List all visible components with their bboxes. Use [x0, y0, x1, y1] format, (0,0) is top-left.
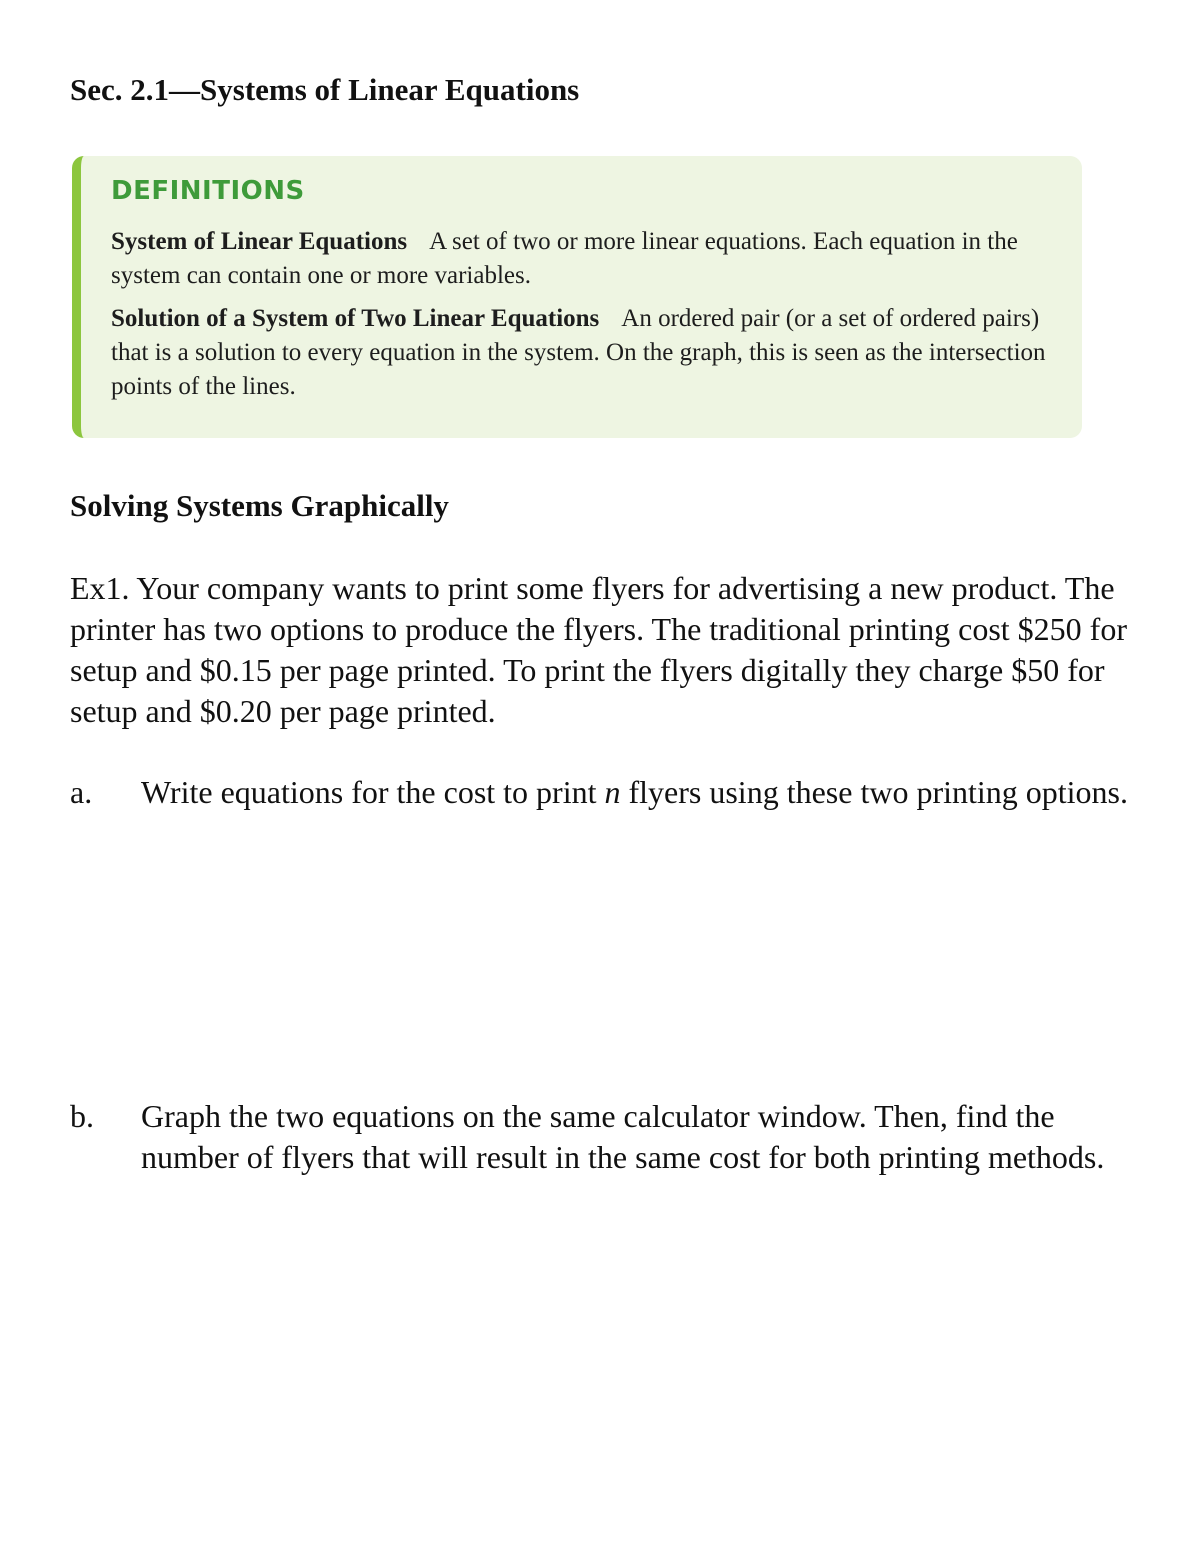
part-text-end: flyers using these two printing options.: [620, 774, 1128, 810]
example-part-b: [70, 1096, 1140, 1178]
part-text: Graph the two equations on the same calculator window. Then, find the number of flyers that will result in the same cost for both printing methods.: [141, 1098, 1105, 1175]
example-part-a: [70, 772, 1140, 813]
variable-n: n: [604, 774, 621, 810]
definition-system-of-linear-equations: [111, 225, 1052, 293]
definition-solution-of-system: [111, 302, 1052, 404]
definition-term: Solution of a System of Two Linear Equations: [111, 305, 600, 332]
definition-text: A set of two or more linear equations. Each equation in the system can contain one or more variables.: [111, 228, 1018, 289]
page-title: Sec. 2.1—Systems of Linear Equations: [70, 72, 580, 107]
part-label: a.: [70, 774, 93, 810]
definitions-heading: DEFINITIONS: [111, 176, 305, 206]
example-problem: Ex1. Your company wants to print some flyers for advertising a new product. The printer has two options to produce the flyers. The traditional printing cost $250 for setup and $0.15 per page printed. To print the flyers digitally they charge $50 for setup and $0.20 per page printed.: [70, 570, 1127, 729]
definition-text: An ordered pair (or a set of ordered pairs) that is a solution to every equation in the system. On the graph, this is seen as the intersection points of the lines.: [111, 305, 1046, 400]
section-heading: Solving Systems Graphically: [70, 488, 449, 523]
part-text: [141, 772, 1140, 813]
definitions-box: [72, 156, 1082, 438]
definition-term: System of Linear Equations: [111, 228, 408, 255]
part-text-start: Write equations for the cost to print: [141, 774, 605, 810]
part-label: b.: [70, 1098, 94, 1134]
